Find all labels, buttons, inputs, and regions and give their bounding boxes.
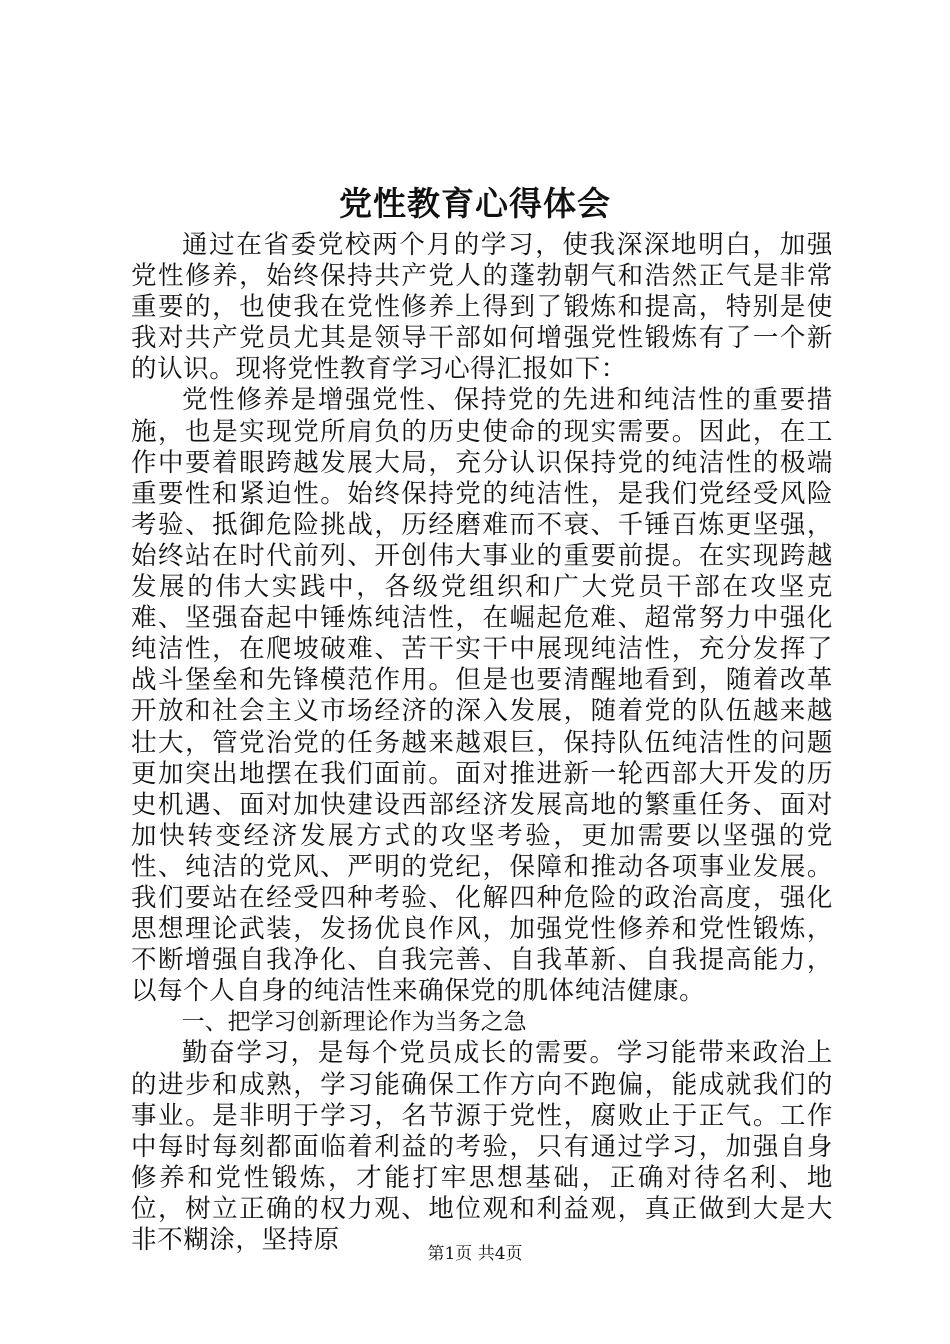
paragraph-party-spirit: 党性修养是增强党性、保持党的先进和纯洁性的重要措施，也是实现党所肩负的历史使命的现实需要。因此，在工作中要着眼跨越发展大局，充分认识保持党的纯洁性的极端重要性和紧迫性。始终保持党的纯洁性，是我们党经受风险考验、抵御危险挑战，历经磨难而不衰、千锤百炼更坚强，始终站在时代前列、开创伟大事业的重要前提。在实现跨越发展的伟大实践中，各级党组织和广大党员干部在攻坚克难、坚强奋起中锤炼纯洁性，在崛起危难、超常努力中强化纯洁性，在爬坡破难、苦干实干中展现纯洁性，充分发挥了战斗堡垒和先锋模范作用。但是也要清醒地看到，随着改革开放和社会主义市场经济的深入发展，随着党的队伍越来越壮大，管党治党的任务越来越艰巨，保持队伍纯洁性的问题更加突出地摆在我们面前。面对推进新一轮西部大开发的历史机遇、面对加快建设西部经济发展高地的繁重任务、面对加快转变经济发展方式的攻坚考验，更加需要以坚强的党性、纯洁的党风、严明的党纪，保障和推动各项事业发展。我们要站在经受四种考验、化解四种危险的政治高度，强化思想理论武装，发扬优良作风，加强党性修养和党性锻炼，不断增强自我净化、自我完善、自我革新、自我提高能力，以每个人自身的纯洁性来确保党的肌体纯洁健康。	[131, 385, 833, 1007]
page-number-footer: 第1页 共4页	[427, 1244, 523, 1264]
paragraph-study: 勤奋学习，是每个党员成长的需要。学习能带来政治上的进步和成熟，学习能确保工作方向不跑偏，能成就我们的事业。是非明于学习，名节源于党性，腐败止于正气。工作中每时每刻都面临着利益的考验，只有通过学习，加强自身修养和党性锻炼，才能打牢思想基础，正确对待名利、地位，树立正确的权力观、地位观和利益观，真正做到大是大非不糊涂，坚持原	[131, 1038, 833, 1255]
document-title: 党性教育心得体会	[339, 184, 611, 223]
section-heading: 一、把学习创新理论作为当务之急	[181, 1009, 527, 1036]
paragraph-intro: 通过在省委党校两个月的学习，使我深深地明白，加强党性修养，始终保持共产党人的蓬勃朝气和浩然正气是非常重要的，也使我在党性修养上得到了锻炼和提高，特别是使我对共产党员尤其是领导干部如何增强党性锻炼有了一个新的认识。现将党性教育学习心得汇报如下：	[131, 230, 833, 385]
document-body	[131, 230, 833, 1256]
